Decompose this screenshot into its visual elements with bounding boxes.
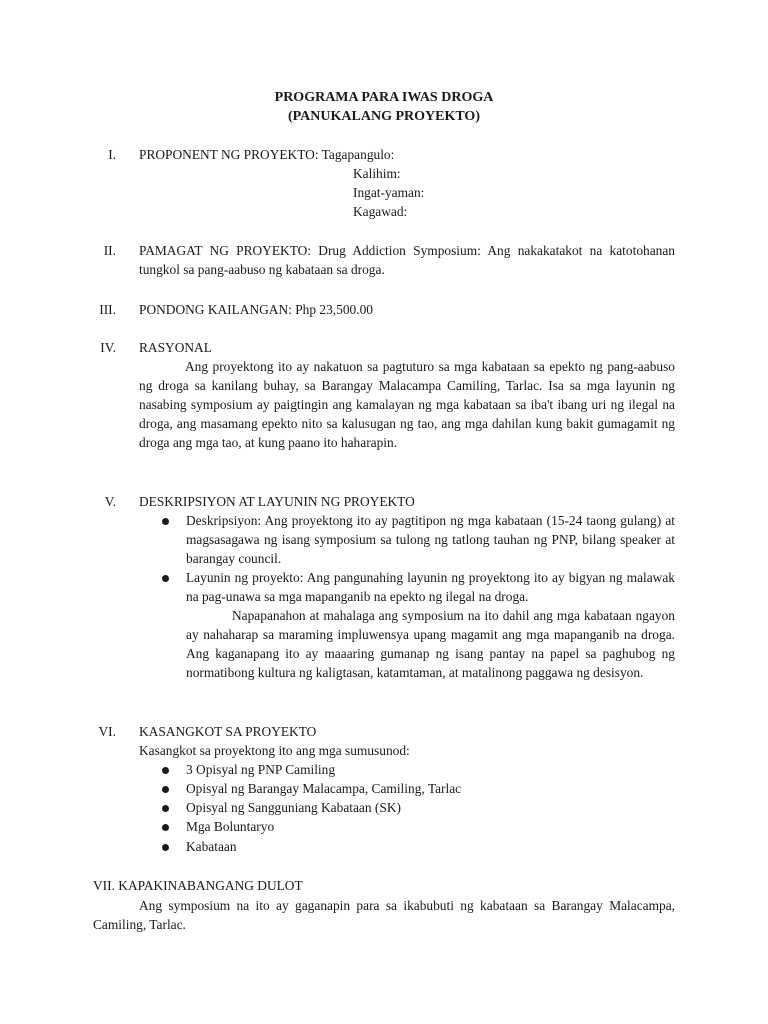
layunin-continuation: Napapanahon at mahalaga ang symposium na ito dahil ang mga kabataan ngayon ay nahaharap sa maraming impluwensya upang magamit ang mga mapanganib na droga. Ang kaganapang ito ay maaaring gumanap ng isang pantay na papel sa paghubog ng normatibong kultura ng kaligtasan, katamtaman, at matalinong paggawa ng desisyon. [186, 608, 675, 680]
role-kalihim: Kalihim: [353, 166, 401, 181]
bullet-icon [162, 767, 169, 774]
section-heading-proponent: PROPONENT NG PROYEKTO: Tagapangulo: [139, 147, 395, 162]
role-kagawad: Kagawad: [353, 204, 408, 219]
bullet-deskripsiyon: Deskripsiyon: Ang proyektong ito ay pagtitipon ng mga kabataan (15-24 taong gulang) at magsasagawa ng isang symposium sa tulong ng tatlong tauhan ng PNP, bilang speaker at barangay council. [186, 513, 675, 566]
bullet-icon [162, 575, 169, 582]
list-item: Kabataan [186, 839, 237, 854]
section-number-2: II. [103, 243, 116, 258]
rasyonal-body: Ang proyektong ito ay nakatuon sa pagtuturo sa mga kabataan sa epekto ng pang-aabuso ng droga sa kanilang buhay, sa Barangay Malacampa Camiling, Tarlac. Isa sa mga layunin ng nasabing symposium ay paigtingin ang kamalayan ng mga kabataan sa iba't ibang uri ng ilegal na droga, ang masamang epekto nito sa kalusugan ng tao, ang mga dahilan kung bakit gumagamit ng droga ang mga tao, at kung paano ito haharapin. [139, 359, 675, 450]
document-title: PROGRAMA PARA IWAS DROGA [274, 90, 494, 105]
section-number-3: III. [99, 302, 116, 317]
role-ingat-yaman: Ingat-yaman: [353, 185, 425, 200]
list-item: Opisyal ng Barangay Malacampa, Camiling, Tarlac [186, 781, 462, 796]
bullet-icon [162, 824, 169, 831]
list-item: Mga Boluntaryo [186, 819, 275, 834]
list-item: Opisyal ng Sangguniang Kabataan (SK) [186, 800, 401, 815]
section-pamagat: PAMAGAT NG PROYEKTO: Drug Addiction Symposium: Ang nakakatakot na katotohanan tungkol sa pang-aabuso ng kabataan sa droga. [139, 243, 675, 277]
section-pondo: PONDONG KAILANGAN: Php 23,500.00 [139, 302, 373, 317]
section-heading-kasangkot: KASANGKOT SA PROYEKTO [139, 724, 317, 739]
bullet-icon [162, 805, 169, 812]
bullet-icon [162, 786, 169, 793]
section-heading-kapakinabangan: VII. KAPAKINABANGANG DULOT [93, 878, 303, 893]
kapakinabangan-body: Ang symposium na ito ay gaganapin para sa ikabubuti ng kabataan sa Barangay Malacampa, Camiling, Tarlac. [93, 898, 675, 932]
section-heading-rasyonal: RASYONAL [139, 340, 212, 355]
kasangkot-intro: Kasangkot sa proyektong ito ang mga sumusunod: [139, 743, 410, 758]
document-subtitle: (PANUKALANG PROYEKTO) [288, 109, 480, 124]
section-number-5: V. [104, 494, 116, 509]
bullet-layunin: Layunin ng proyekto: Ang pangunahing layunin ng proyektong ito ay bigyan ng malawak na pag-unawa sa mga mapanganib na epekto ng ilegal na droga. [186, 570, 675, 604]
section-number-6: VI. [98, 724, 116, 739]
section-number-4: IV. [100, 340, 116, 355]
section-heading-deskripsiyon: DESKRIPSIYON AT LAYUNIN NG PROYEKTO [139, 494, 415, 509]
section-number-1: I. [108, 147, 116, 162]
bullet-icon [162, 518, 169, 525]
bullet-icon [162, 844, 169, 851]
list-item: 3 Opisyal ng PNP Camiling [186, 762, 336, 777]
